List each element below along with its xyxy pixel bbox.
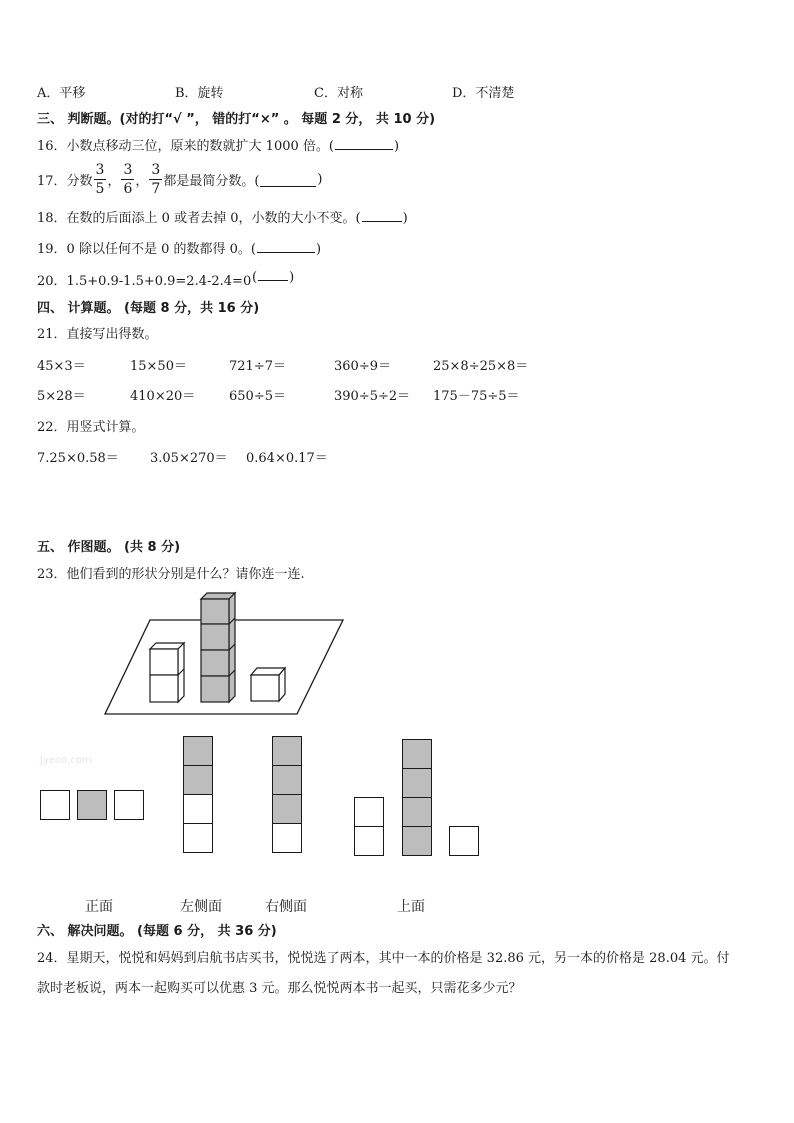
answer-blank[interactable]: [335, 148, 393, 150]
question-16: 16．小数点移动三位，原来的数就扩大 1000 倍。( ): [37, 139, 400, 154]
square-white: [183, 794, 213, 824]
question-20-answer: ( ): [252, 270, 295, 285]
calc-item: 390÷5÷2＝: [334, 389, 411, 404]
fraction-3-5: $\frac{3}{5}$: [95, 161, 105, 197]
section-5-title: 五、 作图题。 (共 8 分): [37, 540, 181, 555]
fraction-3-7: $\frac{3}{7}$: [151, 161, 161, 197]
question-18: 18．在数的后面添上 0 或者去掉 0，小数的大小不变。( ): [37, 211, 408, 226]
section-4-title: 四、 计算题。 (每题 8 分，共 16 分): [37, 301, 260, 316]
square-gray: [272, 736, 302, 766]
square-white: [449, 826, 479, 856]
square-gray: [183, 736, 213, 766]
label-right-side: 右侧面: [265, 899, 307, 915]
question-19: 19．0 除以任何不是 0 的数都得 0。( ): [37, 242, 322, 257]
option-c: C．对称: [314, 86, 363, 101]
square-gray: [402, 826, 432, 856]
square-gray: [402, 797, 432, 827]
vertical-calc-item: 0.64×0.17＝: [246, 451, 328, 466]
calc-item: 650÷5＝: [229, 389, 286, 404]
square-white: [40, 790, 70, 820]
label-top: 上面: [397, 899, 425, 915]
question-20: 20．1.5+0.9-1.5+0.9=2.4-2.4=0: [37, 274, 252, 289]
question-24-line-1: 24．星期天，悦悦和妈妈到启航书店买书，悦悦选了两本，其中一本的价格是 32.86 元，另一本的价格是 28.04 元。付: [37, 951, 730, 966]
calc-item: 5×28＝: [37, 389, 86, 404]
label-left-side: 左侧面: [180, 899, 222, 915]
square-gray: [272, 765, 302, 795]
calc-item: 15×50＝: [130, 359, 187, 374]
option-a: A．平移: [37, 86, 86, 101]
answer-blank[interactable]: [258, 279, 288, 281]
calc-item: 410×20＝: [130, 389, 196, 404]
square-gray: [183, 765, 213, 795]
section-3-title: 三、 判断题。(对的打“√ ”， 错的打“×” 。 每题 2 分， 共 10 分): [37, 112, 436, 127]
calc-item: 175－75÷5＝: [433, 389, 520, 404]
square-gray: [402, 768, 432, 798]
calc-item: 721÷7＝: [229, 359, 286, 374]
watermark: Jyeoo.com: [40, 755, 92, 766]
calc-item: 360÷9＝: [334, 359, 391, 374]
fraction-3-6: $\frac{3}{6}$: [123, 161, 133, 197]
question-23: 23．他们看到的形状分别是什么？请你连一连.: [37, 567, 305, 582]
option-d: D．不清楚: [452, 86, 515, 101]
square-white: [272, 823, 302, 853]
answer-blank[interactable]: [362, 220, 402, 222]
question-21: 21．直接写出得数。: [37, 327, 158, 342]
square-white: [354, 826, 384, 856]
square-gray: [272, 794, 302, 824]
answer-blank[interactable]: [257, 251, 315, 253]
square-white: [114, 790, 144, 820]
option-b: B．旋转: [175, 86, 224, 101]
question-24-line-2: 款时老板说，两本一起购买可以优惠 3 元。那么悦悦两本书一起买，只需花多少元？: [37, 981, 522, 996]
square-white: [354, 797, 384, 827]
section-6-title: 六、 解决问题。 (每题 6 分， 共 36 分): [37, 924, 277, 939]
square-white: [183, 823, 213, 853]
question-17: 17．分数 $\frac{3}{5}$ ， $\frac{3}{6}$ ， $\frac{3}{7}$ 都是最简分数。( ): [37, 161, 323, 197]
answer-blank[interactable]: [260, 185, 316, 187]
question-22: 22．用竖式计算。: [37, 420, 145, 435]
square-gray: [402, 739, 432, 769]
cube-scene-figure: [100, 590, 350, 718]
calc-item: 25×8÷25×8＝: [433, 359, 529, 374]
square-gray: [77, 790, 107, 820]
vertical-calc-item: 7.25×0.58＝: [37, 451, 119, 466]
vertical-calc-item: 3.05×270＝: [150, 451, 228, 466]
label-front: 正面: [85, 899, 113, 915]
calc-item: 45×3＝: [37, 359, 86, 374]
